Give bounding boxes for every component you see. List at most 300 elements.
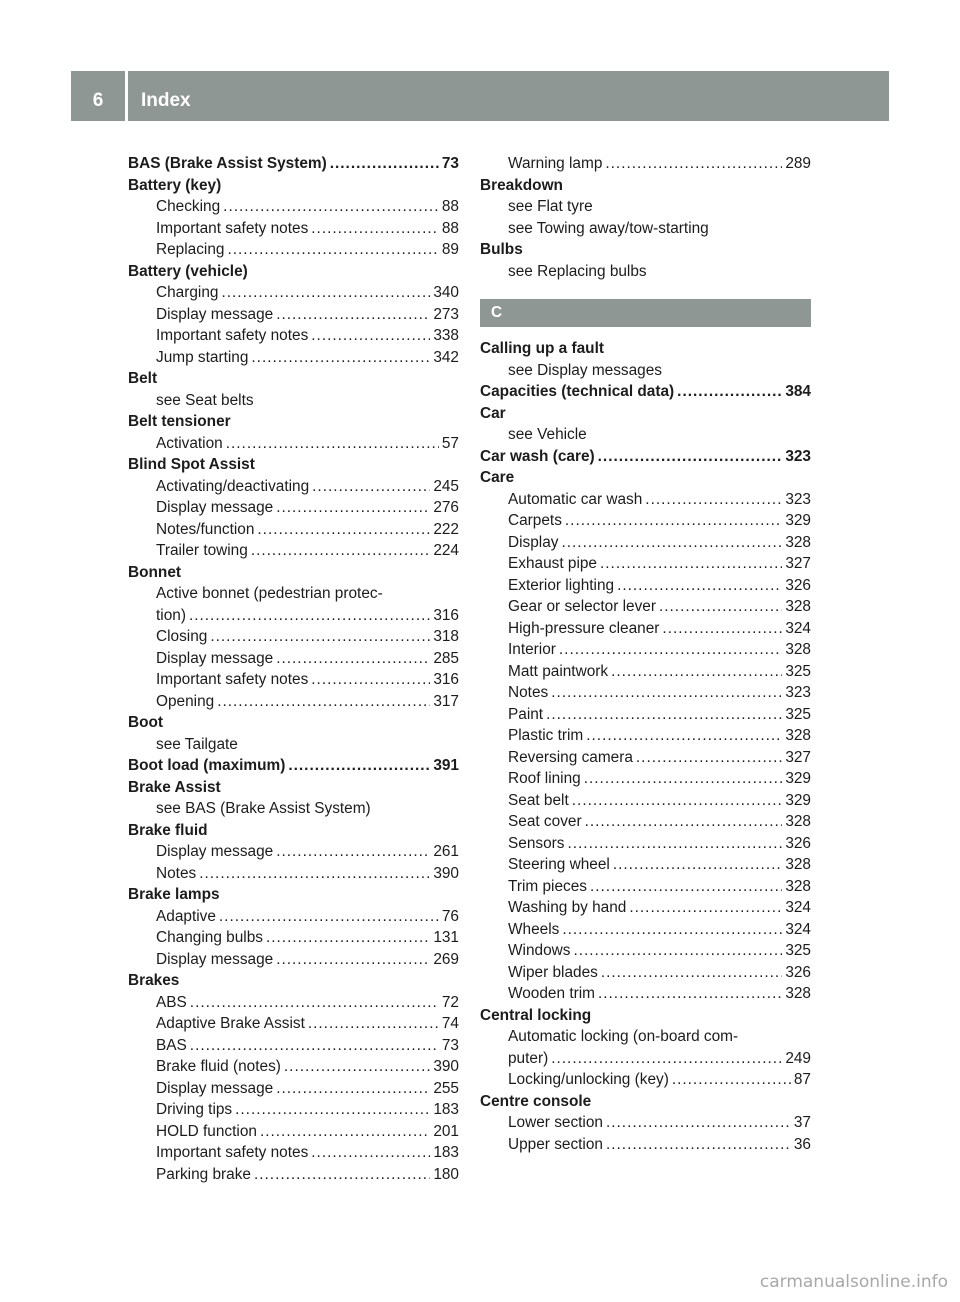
entry-label: see Tailgate [156,735,238,753]
dot-leader [598,446,783,468]
dot-leader [311,1142,430,1164]
entry-label: Carpets [508,512,562,529]
dot-leader [284,1056,430,1078]
dot-leader [565,510,782,532]
dot-leader [257,519,430,541]
dot-leader [559,639,782,661]
page-ref: 328 [785,856,811,873]
index-heading [480,403,811,425]
dot-leader [311,218,439,240]
dot-leader [190,992,439,1014]
entry-label: Brake fluid (notes) [156,1058,281,1075]
dot-leader [662,618,782,640]
page-ref: 224 [433,542,459,559]
index-entry[interactable] [128,949,459,971]
dot-leader [584,768,783,790]
page-ref: 57 [441,434,459,452]
entry-label: Bulbs [480,241,523,258]
index-entry[interactable] [128,1056,459,1078]
index-entry[interactable] [128,669,459,691]
entry-label: Display message [156,305,274,323]
page-ref: 325 [785,662,811,680]
dot-leader [586,725,782,747]
dot-leader [288,755,430,777]
entry-label: Locking/unlocking (key) [508,1071,669,1088]
entry-label: see BAS (Brake Assist System) [156,800,371,817]
index-entry[interactable] [128,648,459,670]
entry-label: Automatic car wash [508,490,643,508]
entry-label: see Flat tyre [508,198,593,215]
dot-leader [606,1134,791,1156]
page-ref: 340 [433,284,459,301]
page-ref: 87 [793,1071,811,1088]
index-entry[interactable] [128,347,459,369]
entry-label: Charging [156,284,219,301]
index-entry[interactable] [128,540,459,562]
index-heading [480,175,811,197]
entry-label: Checking [156,198,221,215]
index-entry[interactable] [480,510,811,532]
page-title: Index [141,90,191,111]
dot-leader [190,1035,439,1057]
page-ref: 325 [785,942,811,959]
entry-label: Lower section [508,1114,603,1131]
index-entry[interactable] [128,325,459,347]
index-column-left [128,153,459,1185]
page-ref: 261 [433,843,459,860]
dot-leader [217,691,430,713]
page-ref: 329 [785,770,811,787]
index-heading [480,1005,811,1027]
page-ref: 328 [785,877,811,895]
index-entry [480,196,811,218]
entry-label: see Seat belts [156,391,254,409]
index-heading [128,884,459,906]
entry-label: Car wash (care) [480,447,595,465]
entry-label: Important safety notes [156,219,309,237]
entry-label: ABS [156,993,187,1011]
page-ref: 245 [433,477,459,495]
index-entry [128,390,459,412]
page-ref: 324 [785,899,811,916]
entry-label: Breakdown [480,176,563,194]
entry-label: Replacing [156,241,225,258]
dot-leader [251,540,431,562]
dot-leader [600,553,782,575]
index-right-bottom [480,338,811,1155]
page-ref: 323 [785,490,811,508]
page-ref: 384 [785,383,811,400]
page-ref: 342 [433,348,459,366]
dot-leader [546,704,782,726]
entry-label: Capacities (technical data) [480,383,675,400]
index-heading [128,454,459,476]
index-entry[interactable] [128,626,459,648]
page-ref: 183 [433,1144,459,1161]
entry-label: Automatic locking (on-board com- [508,1028,739,1045]
index-entry[interactable] [128,218,459,240]
entry-label: Wheels [508,920,560,938]
dot-leader [199,863,430,885]
dot-leader [636,747,782,769]
index-entry[interactable] [128,1099,459,1121]
page-ref: 328 [785,727,811,744]
index-entry[interactable] [480,854,811,876]
entry-label: Display [508,533,559,551]
entry-label: Brakes [128,972,180,989]
dot-leader [223,196,439,218]
index-entry[interactable] [480,661,811,683]
entry-label: Adaptive Brake Assist [156,1015,305,1032]
entry-label: Exterior lighting [508,576,615,594]
page-ref: 72 [441,993,459,1011]
index-right-top [480,153,811,282]
index-entry [480,261,811,283]
header-divider [125,71,128,121]
dot-leader [629,897,782,919]
index-entry[interactable] [480,725,811,747]
entry-label: Exhaust pipe [508,555,597,572]
page-ref: 183 [433,1101,459,1118]
page-ref: 323 [785,447,811,465]
dot-leader [573,940,782,962]
page-ref: 326 [785,834,811,852]
dot-leader [585,811,783,833]
dot-leader [611,661,782,683]
index-heading [128,820,459,842]
page-ref: 328 [785,598,811,615]
index-entry[interactable] [128,906,459,928]
index-heading [480,467,811,489]
index-entry[interactable] [128,433,459,455]
index-entry [480,1026,811,1048]
entry-label: Plastic trim [508,727,584,744]
index-entry[interactable] [480,682,811,704]
entry-label: Paint [508,705,544,723]
page-ref: 326 [785,576,811,594]
entry-label: Warning lamp [508,155,603,172]
page-ref: 131 [433,929,459,946]
index-entry[interactable] [480,897,811,919]
page-ref: 325 [785,705,811,723]
entry-label: Active bonnet (pedestrian protec- [156,585,383,602]
index-heading[interactable] [480,446,811,468]
page-ref: 37 [793,1114,811,1131]
entry-label: Central locking [480,1006,592,1024]
index-heading [128,712,459,734]
dot-leader [276,841,430,863]
index-column-right [480,153,811,1155]
index-entry[interactable] [128,519,459,541]
index-entry[interactable] [128,1164,459,1186]
entry-label: Reversing camera [508,748,633,766]
entry-label: Activating/deactivating [156,477,310,495]
entry-label: Changing bulbs [156,929,263,946]
index-entry[interactable] [128,1121,459,1143]
entry-label: Interior [508,641,556,658]
page-ref: 89 [441,241,459,258]
entry-label: Jump starting [156,348,249,366]
index-entry[interactable] [480,747,811,769]
index-entry[interactable] [480,811,811,833]
page-ref: 76 [441,907,459,925]
page-ref: 329 [785,791,811,809]
dot-leader [189,605,430,627]
index-entry[interactable] [480,1048,811,1070]
entry-label: tion) [156,606,186,624]
page-ref: 391 [433,757,459,774]
entry-label: Display message [156,950,274,968]
section-letter-bar [480,299,811,327]
dot-leader [677,381,782,403]
entry-label: BAS [156,1036,187,1054]
dot-leader [617,575,782,597]
index-entry[interactable] [480,639,811,661]
dot-leader [551,1048,782,1070]
page-ref: 289 [785,155,811,172]
entry-label: Important safety notes [156,327,309,344]
index-entry[interactable] [480,553,811,575]
index-entry[interactable] [480,618,811,640]
dot-leader [605,153,782,175]
index-entry[interactable] [480,704,811,726]
page-ref: 326 [785,963,811,981]
entry-label: see Display messages [508,361,662,379]
index-entry[interactable] [128,497,459,519]
entry-label: Care [480,469,515,486]
index-heading [128,175,459,197]
index-entry[interactable] [128,863,459,885]
entry-label: Display message [156,843,274,860]
index-heading [128,368,459,390]
entry-label: Seat cover [508,813,582,830]
dot-leader [308,1013,439,1035]
page-ref: 88 [441,198,459,215]
entry-label: Matt paintwork [508,662,609,680]
dot-leader [312,476,430,498]
dot-leader [254,1164,430,1186]
index-heading [128,970,459,992]
page-ref: 316 [433,606,459,624]
page-ref: 327 [785,748,811,766]
dot-leader [276,949,430,971]
watermark: carmanualsonline.info [759,1272,948,1292]
index-entry[interactable] [128,282,459,304]
page-ref: 316 [433,671,459,688]
page-ref: 73 [441,1036,459,1054]
index-entry[interactable] [128,196,459,218]
entry-label: Gear or selector lever [508,598,656,615]
entry-label: HOLD function [156,1122,257,1140]
page-ref: 327 [785,555,811,572]
entry-label: Wiper blades [508,963,598,981]
index-entry[interactable] [480,1069,811,1091]
page-ref: 324 [785,920,811,938]
entry-label: Notes [156,864,197,882]
index-entry[interactable] [480,596,811,618]
entry-label: Windows [508,942,571,959]
page-ref: 201 [433,1122,459,1140]
entry-label: Display message [156,1079,274,1097]
dot-leader [276,648,430,670]
entry-label: Upper section [508,1135,603,1153]
page-ref: 269 [433,950,459,968]
entry-label: Trailer towing [156,542,248,559]
index-entry[interactable] [480,876,811,898]
index-entry[interactable] [128,1078,459,1100]
index-entry[interactable] [128,1013,459,1035]
page-ref: 317 [433,692,459,710]
dot-leader [598,983,782,1005]
index-entry[interactable] [480,919,811,941]
index-entry[interactable] [128,1035,459,1057]
entry-label: Brake fluid [128,821,208,839]
page-ref: 324 [785,619,811,637]
index-heading [128,411,459,433]
entry-label: Boot load (maximum) [128,757,286,774]
dot-leader [226,433,439,455]
index-entry[interactable] [480,790,811,812]
page-ref: 328 [785,641,811,658]
index-entry[interactable] [480,962,811,984]
entry-label: Brake Assist [128,778,221,796]
index-heading[interactable] [480,381,811,403]
page-ref: 323 [785,684,811,701]
entry-label: see Vehicle [508,426,587,443]
index-heading [128,562,459,584]
dot-leader [613,854,782,876]
page-ref: 180 [433,1165,459,1183]
entry-label: Washing by hand [508,899,627,916]
index-entry[interactable] [128,1142,459,1164]
dot-leader [601,962,782,984]
dot-leader [330,153,439,175]
dot-leader [672,1069,791,1091]
index-heading [128,261,459,283]
index-entry[interactable] [480,1112,811,1134]
entry-label: Belt tensioner [128,413,231,430]
dot-leader [311,669,430,691]
entry-label: Important safety notes [156,671,309,688]
index-entry[interactable] [480,153,811,175]
entry-label: Wooden trim [508,985,595,1002]
page-ref: 74 [441,1015,459,1032]
page-ref: 36 [793,1135,811,1153]
index-entry[interactable] [128,304,459,326]
page-ref: 390 [433,1058,459,1075]
entry-label: see Towing away/tow-starting [508,219,709,237]
page-ref: 222 [433,520,459,538]
dot-leader [260,1121,430,1143]
index-entry[interactable] [128,476,459,498]
entry-label: Steering wheel [508,856,610,873]
index-entry[interactable] [480,1134,811,1156]
index-entry[interactable] [128,605,459,627]
dot-leader [567,833,782,855]
entry-label: Bonnet [128,563,182,581]
entry-label: Notes [508,684,549,701]
entry-label: Car [480,404,506,422]
entry-label: Calling up a fault [480,340,604,357]
section-letter: C [491,304,503,321]
dot-leader [276,1078,430,1100]
dot-leader [590,876,782,898]
index-entry[interactable] [480,489,811,511]
entry-label: see Replacing bulbs [508,262,647,280]
entry-label: Battery (vehicle) [128,262,248,280]
index-entry [128,734,459,756]
entry-label: Blind Spot Assist [128,456,255,473]
index-heading[interactable] [128,755,459,777]
page-ref: 328 [785,813,811,830]
entry-label: Parking brake [156,1165,251,1183]
dot-leader [266,927,430,949]
index-entry [128,798,459,820]
page-ref: 276 [433,499,459,516]
entry-label: BAS (Brake Assist System) [128,155,327,172]
index-entry[interactable] [128,239,459,261]
entry-label: Notes/function [156,520,255,538]
entry-label: Brake lamps [128,886,220,903]
entry-label: Important safety notes [156,1144,309,1161]
entry-label: Battery (key) [128,176,222,194]
index-entry [128,583,459,605]
entry-label: Roof lining [508,770,581,787]
index-entry[interactable] [128,841,459,863]
page-ref: 73 [441,155,459,172]
entry-label: Belt [128,370,158,387]
entry-label: Driving tips [156,1101,233,1118]
entry-label: Activation [156,434,223,452]
entry-label: Centre console [480,1092,592,1110]
index-entry[interactable] [480,833,811,855]
index-entry[interactable] [480,575,811,597]
index-entry [480,360,811,382]
index-entry[interactable] [480,940,811,962]
entry-label: Display message [156,649,274,667]
index-heading[interactable] [128,153,459,175]
entry-label: Display message [156,499,274,516]
index-entry[interactable] [128,691,459,713]
dot-leader [311,325,430,347]
index-heading [480,1091,811,1113]
index-entry[interactable] [128,927,459,949]
index-entry[interactable] [480,983,811,1005]
entry-label: High-pressure cleaner [508,619,660,637]
dot-leader [276,304,430,326]
index-heading [128,777,459,799]
index-entry[interactable] [128,992,459,1014]
dot-leader [235,1099,430,1121]
entry-label: Sensors [508,834,565,852]
entry-label: Adaptive [156,907,216,925]
dot-leader [221,282,430,304]
entry-label: Closing [156,628,208,645]
index-heading [480,239,811,261]
index-entry[interactable] [480,532,811,554]
page-ref: 328 [785,985,811,1002]
page-ref: 255 [433,1079,459,1097]
page-ref: 390 [433,864,459,882]
page-ref: 249 [785,1049,811,1067]
entry-label: Trim pieces [508,877,587,895]
index-entry[interactable] [480,768,811,790]
dot-leader [645,489,782,511]
page-ref: 329 [785,512,811,529]
index-entry [480,218,811,240]
dot-leader [276,497,430,519]
page-ref: 273 [433,305,459,323]
